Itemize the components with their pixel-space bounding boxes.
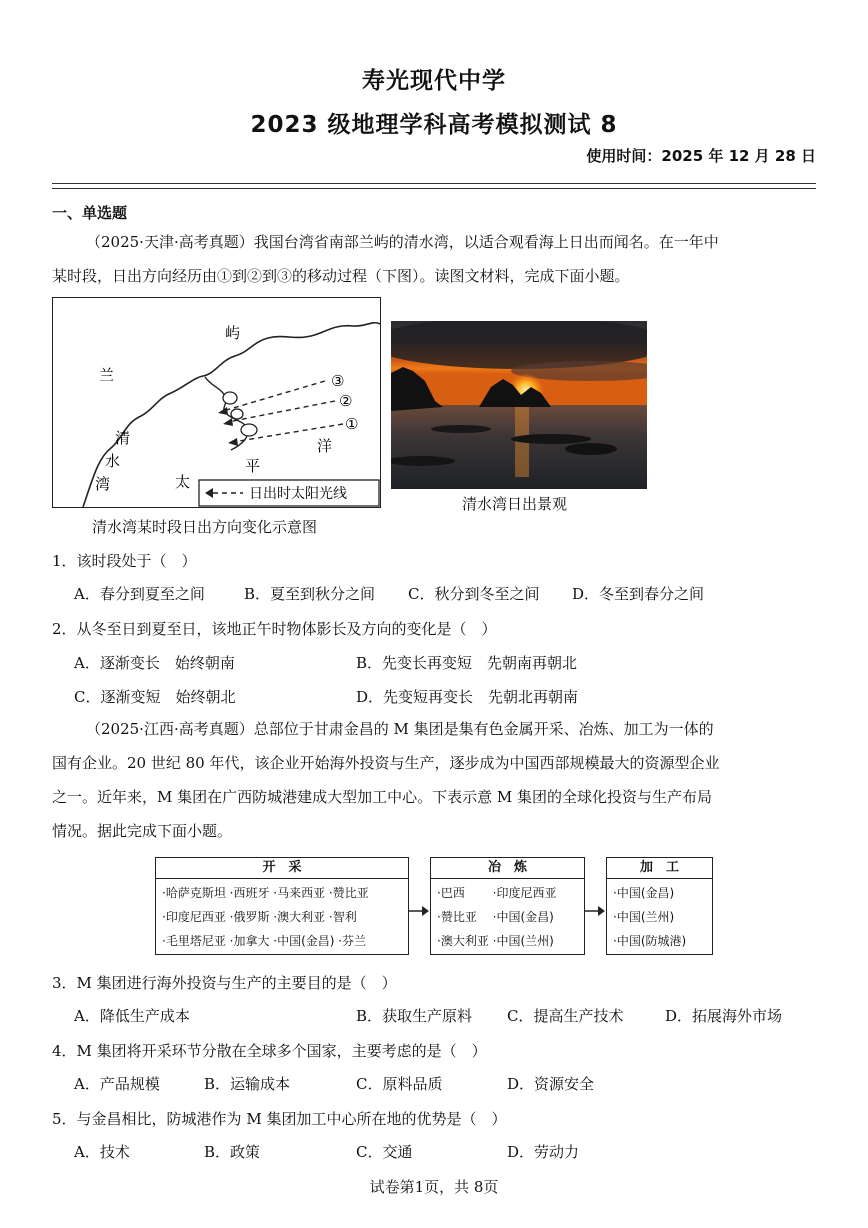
question-3-stem: 3．M 集团进行海外投资与生产的主要目的是（ ）	[52, 974, 397, 992]
q2-option-c[interactable]: C．逐渐变短 始终朝北	[74, 688, 236, 706]
mining-box	[155, 857, 409, 955]
sun-ray-3	[223, 381, 325, 411]
intro1-line1: （2025·天津·高考真题）我国台湾省南部兰屿的清水湾，以适合观看海上日出而闻名。在一年中	[86, 233, 719, 251]
question-2-stem: 2．从冬至日到夏至日，该地正午时物体影长及方向的变化是（ ）	[52, 620, 497, 638]
school-name: 寿光现代中学	[362, 68, 506, 94]
question-1-stem: 1．该时段处于（ ）	[52, 552, 197, 570]
legend-text: 日出时太阳光线	[249, 486, 347, 502]
smelting-title: 冶 炼	[431, 858, 584, 879]
photo-caption: 清水湾日出景观	[462, 495, 568, 513]
map-caption: 清水湾某时段日出方向变化示意图	[92, 518, 318, 536]
label-tai: 太	[175, 473, 191, 491]
q5-option-a[interactable]: A．技术	[74, 1143, 130, 1161]
q1-option-c[interactable]: C．秋分到冬至之间	[408, 585, 540, 603]
processing-title: 加 工	[607, 858, 712, 879]
islet	[241, 424, 257, 436]
arrow-mining-to-smelting-icon	[408, 903, 430, 919]
q5-option-c[interactable]: C．交通	[356, 1143, 413, 1161]
q1-option-b[interactable]: B．夏至到秋分之间	[244, 585, 376, 603]
sunrise-direction-map	[52, 297, 381, 508]
mining-title: 开 采	[156, 858, 408, 879]
q4-option-c[interactable]: C．原料品质	[356, 1075, 443, 1093]
q2-option-d[interactable]: D．先变短再变长 先朝北再朝南	[356, 688, 579, 706]
divider-bottom	[52, 188, 816, 189]
intro-passage-2	[52, 712, 816, 848]
label-circled-2: ②	[339, 392, 353, 410]
label-yang: 洋	[317, 437, 333, 455]
smelting-row: ·巴西 ·印度尼西亚	[437, 886, 557, 900]
q2-option-a[interactable]: A．逐渐变长 始终朝南	[74, 654, 235, 672]
q3-option-b[interactable]: B．获取生产原料	[356, 1007, 473, 1025]
use-time: 使用时间：2025 年 12 月 28 日	[586, 147, 816, 165]
label-circled-1: ①	[345, 415, 359, 433]
processing-row: ·中国(兰州)	[613, 910, 675, 924]
label-circled-3: ③	[331, 372, 345, 390]
smelting-list	[431, 879, 584, 955]
q2-option-b[interactable]: B．先变长再变短 先朝南再朝北	[356, 654, 578, 672]
mining-list	[156, 879, 408, 955]
label-wan: 湾	[95, 475, 111, 493]
photo-svg	[391, 321, 647, 489]
smelting-row: ·赞比亚 ·中国(金昌)	[437, 910, 554, 924]
q1-option-d[interactable]: D．冬至到春分之间	[572, 585, 705, 603]
processing-row: ·中国(防城港)	[613, 934, 687, 948]
question-4-stem: 4．M 集团将开采环节分散在全球多个国家，主要考虑的是（ ）	[52, 1042, 487, 1060]
map-svg	[53, 298, 380, 507]
intro2-line3: 之一。近年来，M 集团在广西防城港建成大型加工中心。下表示意 M 集团的全球化投资与生产布局	[52, 788, 713, 806]
divider-top	[52, 183, 816, 184]
q4-option-a[interactable]: A．产品规模	[74, 1075, 160, 1093]
processing-row: ·中国(金昌)	[613, 886, 675, 900]
label-shui: 水	[105, 452, 121, 470]
ray-arrowhead	[218, 407, 228, 415]
label-ping: 平	[245, 457, 261, 475]
ray-arrowhead	[228, 438, 238, 446]
page-footer: 试卷第1页，共 8页	[369, 1178, 499, 1196]
sunrise-photo	[391, 321, 647, 489]
q3-option-d[interactable]: D．拓展海外市场	[665, 1007, 783, 1025]
label-yu: 屿	[225, 324, 241, 342]
intro2-line4: 情况。据此完成下面小题。	[52, 822, 233, 840]
islet	[223, 392, 237, 404]
processing-list	[607, 879, 712, 955]
arrow-smelting-to-processing-icon	[584, 903, 606, 919]
q1-option-a[interactable]: A．春分到夏至之间	[74, 585, 205, 603]
processing-box	[606, 857, 713, 955]
label-qing: 清	[115, 429, 131, 447]
islet	[231, 409, 243, 419]
mining-row: ·哈萨克斯坦 ·西班牙 ·马来西亚 ·赞比亚	[162, 886, 369, 900]
q4-option-b[interactable]: B．运输成本	[204, 1075, 291, 1093]
exam-title: 2023 级地理学科高考模拟测试 8	[250, 112, 618, 138]
intro2-line1: （2025·江西·高考真题）总部位于甘肃金昌的 M 集团是集有色金属开采、冶炼、加工为一体的	[86, 720, 714, 738]
q3-option-c[interactable]: C．提高生产技术	[507, 1007, 624, 1025]
ray-arrowhead	[223, 418, 233, 426]
q5-option-d[interactable]: D．劳动力	[507, 1143, 580, 1161]
mining-row: ·印度尼西亚 ·俄罗斯 ·澳大利亚 ·智利	[162, 910, 357, 924]
mining-row: ·毛里塔尼亚 ·加拿大 ·中国(金昌) ·芬兰	[162, 934, 367, 948]
intro1-line2: 某时段，日出方向经历由①到②到③的移动过程（下图）。读图文材料，完成下面小题。	[52, 267, 630, 285]
q3-option-a[interactable]: A．降低生产成本	[74, 1007, 190, 1025]
intro-passage-1	[52, 225, 816, 293]
label-lan: 兰	[99, 366, 115, 384]
question-5-stem: 5．与金昌相比，防城港作为 M 集团加工中心所在地的优势是（ ）	[52, 1110, 507, 1128]
q4-option-d[interactable]: D．资源安全	[507, 1075, 595, 1093]
smelting-box	[430, 857, 585, 955]
section-heading: 一、单选题	[52, 204, 128, 222]
q5-option-b[interactable]: B．政策	[204, 1143, 261, 1161]
smelting-row: ·澳大利亚 ·中国(兰州)	[437, 934, 554, 948]
intro2-line2: 国有企业。20 世纪 80 年代，该企业开始海外投资与生产，逐步成为中国西部规模最大的资源型企业	[52, 754, 720, 772]
